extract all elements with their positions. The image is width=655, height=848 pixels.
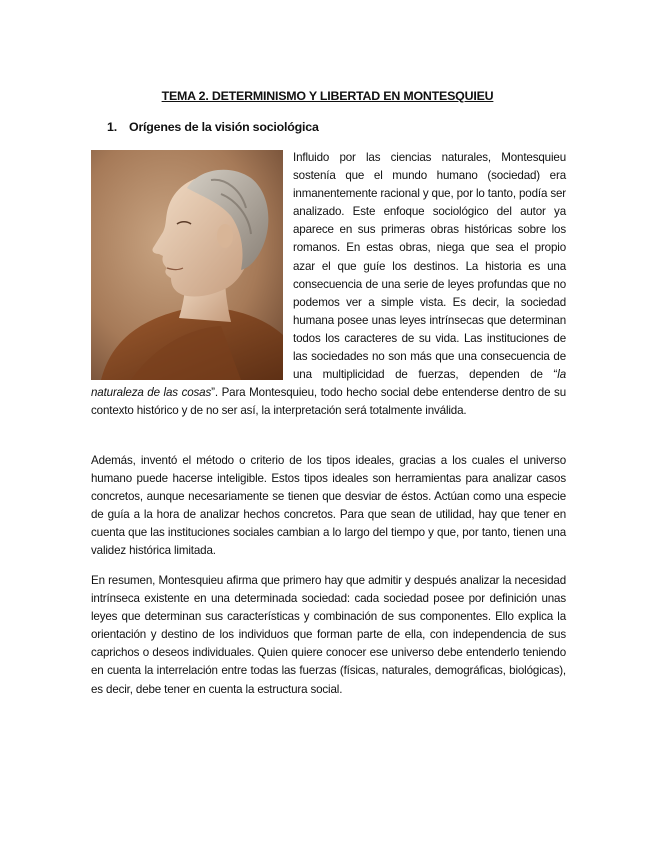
- paragraph-1: [91, 149, 566, 420]
- paragraph-3: En resumen, Montesquieu afirma que primero hay que admitir y después analizar la necesidad intrínseca existente en una determinada sociedad: cada sociedad posee por definición unas leyes que determinan sus características y combinación de sus componentes. Ello explica la orientación y destino de los individuos que forman parte de ella, con independencia de sus caprichos o deseos individuales. Quien quiere conocer ese universo debe entenderlo teniendo en cuenta la interrelación entre todas las fuerzas (físicas, naturales, demográficas, biológicas), es decir, debe tener en cuenta la estructura social.: [91, 574, 566, 696]
- document-title: TEMA 2. DETERMINISMO Y LIBERTAD EN MONTESQUIEU: [161, 89, 494, 103]
- section-number: 1.: [107, 120, 117, 134]
- section-heading: [107, 120, 319, 134]
- paragraph-1-text-b: ”. Para Montesquieu, todo hecho social debe entenderse dentro de su contexto histórico y de no ser así, la interpretación será totalmente inválida.: [91, 386, 566, 418]
- paragraph-1-italic-quote: la naturaleza de las cosas: [91, 368, 566, 400]
- section-heading-text: Orígenes de la visión sociológica: [129, 120, 319, 134]
- paragraph-2: Además, inventó el método o criterio de los tipos ideales, gracias a los cuales el universo humano puede hacerse inteligible. Estos tipos ideales son herramientas para analizar casos concretos, aunque necesariamente se tienen que desviar de éstos. Actúan como una especie de guía a la hora de analizar hechos concretos. Para que sean de utilidad, hay que tener en cuenta que las instituciones sociales cambian a lo largo del tiempo y que, por tanto, tienen una validez histórica limitada.: [91, 454, 566, 558]
- paragraph-1-text-a: Influido por las ciencias naturales, Montesquieu sostenía que el mundo humano (sociedad) era inmanentemente racional y que, por lo tanto, podía ser analizado. Este enfoque sociológico del autor ya aparece en sus primeras obras históricas sobre los romanos. En estas obras, niega que sea el propio azar el que guíe los destinos. La historia es una consecuencia de una serie de leyes profundas que no podemos ver a simple vista. Es decir, la sociedad humana posee unas leyes intrínsecas que determinan todos los caracteres de su vida. Las instituciones de las sociedades no son más que una consecuencia de una multiplicidad de fuerzas, dependen de “: [293, 151, 566, 382]
